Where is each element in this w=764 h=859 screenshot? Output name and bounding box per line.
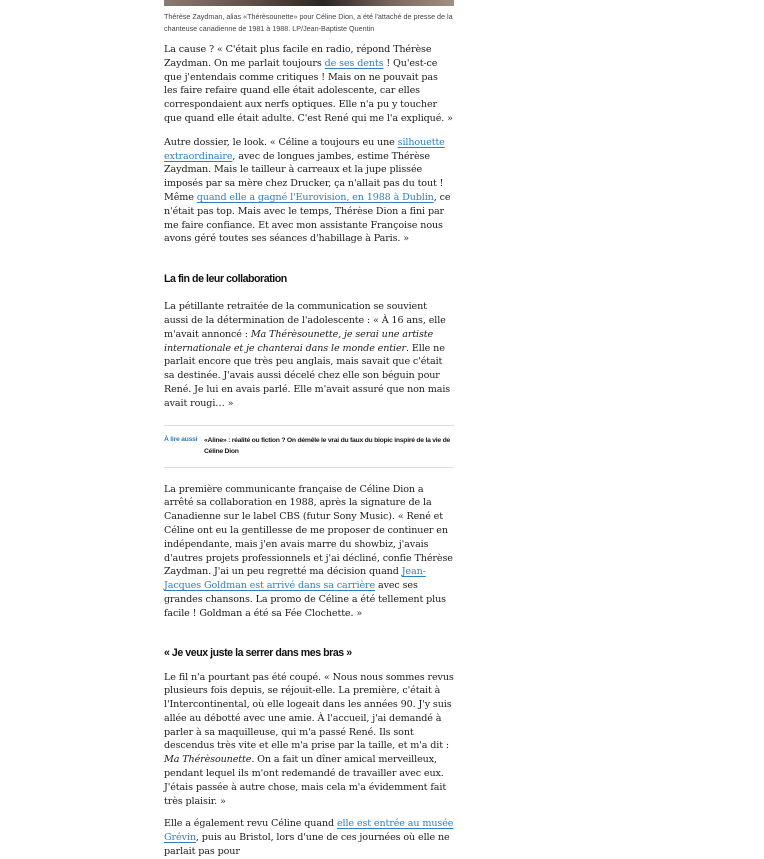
link-musee-grevin[interactable]: elle est entrée au musée Grévin — [164, 818, 454, 844]
link-silhouette-extraordinaire[interactable]: silhouette extraordinaire — [164, 136, 445, 162]
text: Autre dossier, le look. « Céline a toujours eu une — [164, 136, 398, 148]
photo-caption: Thérèse Zaydman, alias «Thérèsounette» pour Céline Dion, a été l'attaché de presse de la chanteuse canadienne de 1981 à 1988. LP/Jean-Baptiste Quentin — [164, 12, 453, 33]
text: . Elle ne parlait encore que très peu anglais, mais savait que c'était sa destinée. J'avais aussi décelé chez elle son béguin pour René. Je lui en avais parlé. Elle m'avait assuré que non mais avait rougi… » — [164, 342, 451, 409]
read-also-box[interactable] — [164, 425, 454, 468]
article-photo — [164, 0, 454, 6]
paragraph-6 — [164, 817, 454, 858]
link-de-ses-dents[interactable]: de ses dents — [324, 57, 384, 69]
section-heading-collaboration: La fin de leur collaboration — [164, 273, 287, 286]
article — [164, 0, 454, 859]
link-eurovision[interactable]: quand elle a gagné l'Eurovision, en 1988 à Dublin — [196, 191, 434, 203]
paragraph-2 — [164, 136, 454, 246]
text: La cause ? « C'était plus facile en radio, répond Thérèse Zaydman. On me parlait toujours — [164, 44, 432, 69]
paragraph-1 — [164, 43, 454, 126]
read-also-label: À lire aussi — [164, 435, 198, 443]
text: , ce n'était pas top. Mais avec le temps, Thérèse Dion a fini par me faire confiance. Et avec mon assistante Françoise nous avons géré toutes ses séances d'habillage à Paris. » — [164, 191, 451, 245]
text: , avec de longues jambes, estime Thérèse Zaydman. Mais le tailleur à carreaux et la jupe plissée imposés par sa mère chez Drucker, ça n'allait pas du tout ! Même — [164, 150, 444, 203]
text: ! Qu'est-ce que j'entendais comme critiques ! Mais on ne pouvait pas les faire refaire quand elle était adolescente, car elles correspondaient aux nerfs optiques. Elle n'a pu y toucher que quand elle était adulte. C'est René qui me l'a expliqué. » — [164, 57, 453, 124]
link-goldman[interactable]: Jean-Jacques Goldman est arrivé dans sa carrière — [164, 566, 426, 592]
quote-italic: Ma Thérèsounette — [164, 754, 252, 766]
section-heading-quote: « Je veux juste la serrer dans mes bras » — [164, 646, 352, 659]
paragraph-4 — [164, 483, 454, 621]
text: avec ses grandes chansons. La promo de Céline a été tellement plus facile ! Goldman a été sa Fée Clochette. » — [164, 580, 446, 619]
paragraph-3 — [164, 300, 454, 410]
read-also-link[interactable]: «Aline» : réalité ou fiction ? On démêle le vrai du faux du biopic inspiré de la vie de Céline Dion — [204, 436, 451, 455]
text: Elle a également revu Céline quand — [164, 818, 337, 830]
paragraph-5 — [164, 671, 454, 809]
text: . On a fait un dîner amical merveilleux, pendant lequel ils m'ont redemandé de travailler avec eux. J'étais passée à autre chose, mais cela m'a évidemment fait très plaisir. » — [164, 754, 447, 807]
text: La première communicante française de Céline Dion a arrêté sa collaboration en 1988, après la signature de la Canadienne sur le label CBS (futur Sony Music). « René et Céline ont eu la gentillesse de me proposer de continuer en indépendante, mais j'en avais marre du showbiz, j'avais d'autres projets professionnels et j'ai décliné, confie Thérèse Zaydman. J'ai un peu regretté ma décision quand — [164, 483, 453, 578]
text: , puis au Bristol, lors d'une de ces journées où elle ne parlait pas pour — [164, 832, 450, 858]
text: Le fil n'a pourtant pas été coupé. « Nous nous sommes revus plusieurs fois depuis, se réjouit-elle. La première, c'était à l'Intercontinental, où elle logeait dans les années 90. J'y suis allée au débotté avec une amie. À l'accueil, j'ai demandé à parler à sa maquilleuse, qui m'a passé René. Ils sont descendus très vite et elle m'a prise par la taille, et m'a dit : — [164, 671, 454, 752]
quote-italic: Ma Thérèsounette, je serai une artiste internationale et je chanterai dans le monde entier — [164, 328, 434, 354]
text: La pétillante retraitée de la communication se souvient aussi de la détermination de l'adolescente : « À 16 ans, elle m'avait annoncé : — [164, 301, 446, 340]
